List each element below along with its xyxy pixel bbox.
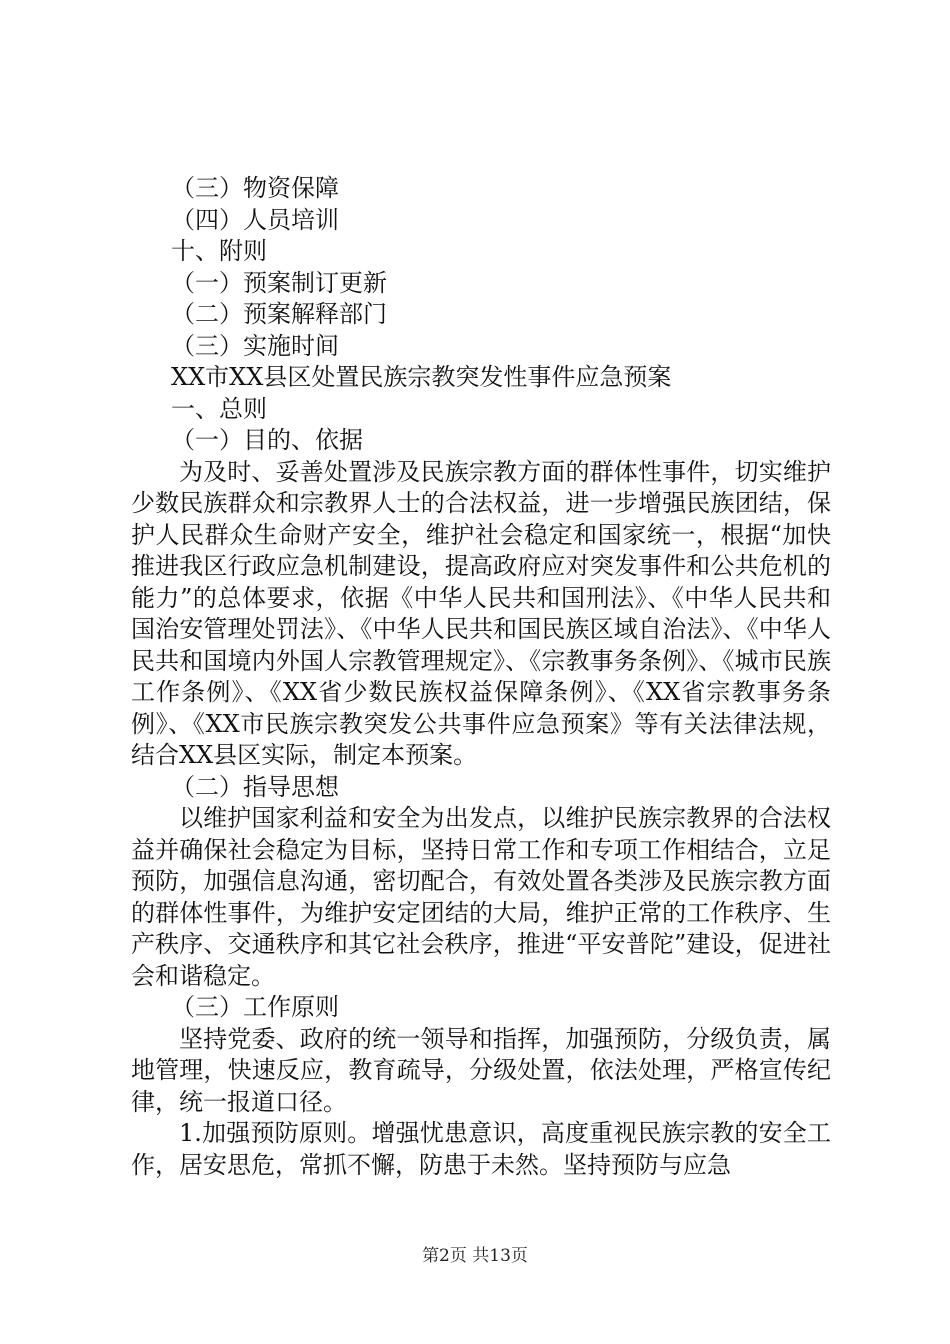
section-heading: （一）目的、依据 bbox=[171, 426, 363, 454]
section-heading: 十、附则 bbox=[171, 237, 267, 265]
body-paragraph: 坚持党委、政府的统一领导和指挥，加强预防，分级负责，属地管理，快速反应，教育疏导，分级处置，依法处理，严格宣传纪律，统一报道口径。 bbox=[131, 1024, 831, 1116]
document-title: XX市XX县区处置民族宗教突发性事件应急预案 bbox=[171, 363, 672, 391]
body-paragraph: 以维护国家利益和安全为出发点，以维护民族宗教界的合法权益并确保社会稳定为目标，坚持日常工作和专项工作相结合，立足预防，加强信息沟通，密切配合，有效处置各类涉及民族宗教方面的群体性事件，为维护安定团结的大局，维护正常的工作秩序、生产秩序、交通秩序和其它社会秩序，推进“平安普陀”建设，促进社会和谐稳定。 bbox=[131, 804, 831, 990]
section-heading: 一、总则 bbox=[171, 394, 267, 423]
page-footer: 第2页 共13页 bbox=[422, 1246, 528, 1266]
section-heading: （三）实施时间 bbox=[171, 331, 339, 360]
body-paragraph: 为及时、妥善处置涉及民族宗教方面的群体性事件，切实维护少数民族群众和宗教界人士的合法权益，进一步增强民族团结，保护人民群众生命财产安全，维护社会稳定和国家统一，根据“加快推进我区行政应急机制建设，提高政府应对突发事件和公共危机的能力”的总体要求，依据《中华人民共和国刑法》、《中华人民共和国治安管理处罚法》、《中华人民共和国民族区域自治法》、《中华人民共和国境内外国人宗教管理规定》、《宗教事务条例》、《城市民族工作条例》、《XX省少数民族权益保障条例》、《XX省宗教事务条例》、《XX市民族宗教突发公共事件应急预案》等有关法律法规，结合XX县区实际，制定本预案。 bbox=[131, 457, 831, 769]
body-paragraph: 1.加强预防原则。增强忧患意识，高度重视民族宗教的安全工作，居安思危，常抓不懈，防患于未然。坚持预防与应急 bbox=[131, 1119, 831, 1179]
section-heading: （二）指导思想 bbox=[171, 772, 339, 801]
document-body bbox=[131, 173, 831, 1181]
section-heading: （三）工作原则 bbox=[171, 993, 339, 1021]
section-heading: （三）物资保障 bbox=[171, 174, 339, 202]
section-heading: （一）预案制订更新 bbox=[171, 268, 387, 297]
section-heading: （四）人员培训 bbox=[171, 205, 339, 234]
section-heading: （二）预案解释部门 bbox=[171, 300, 387, 328]
